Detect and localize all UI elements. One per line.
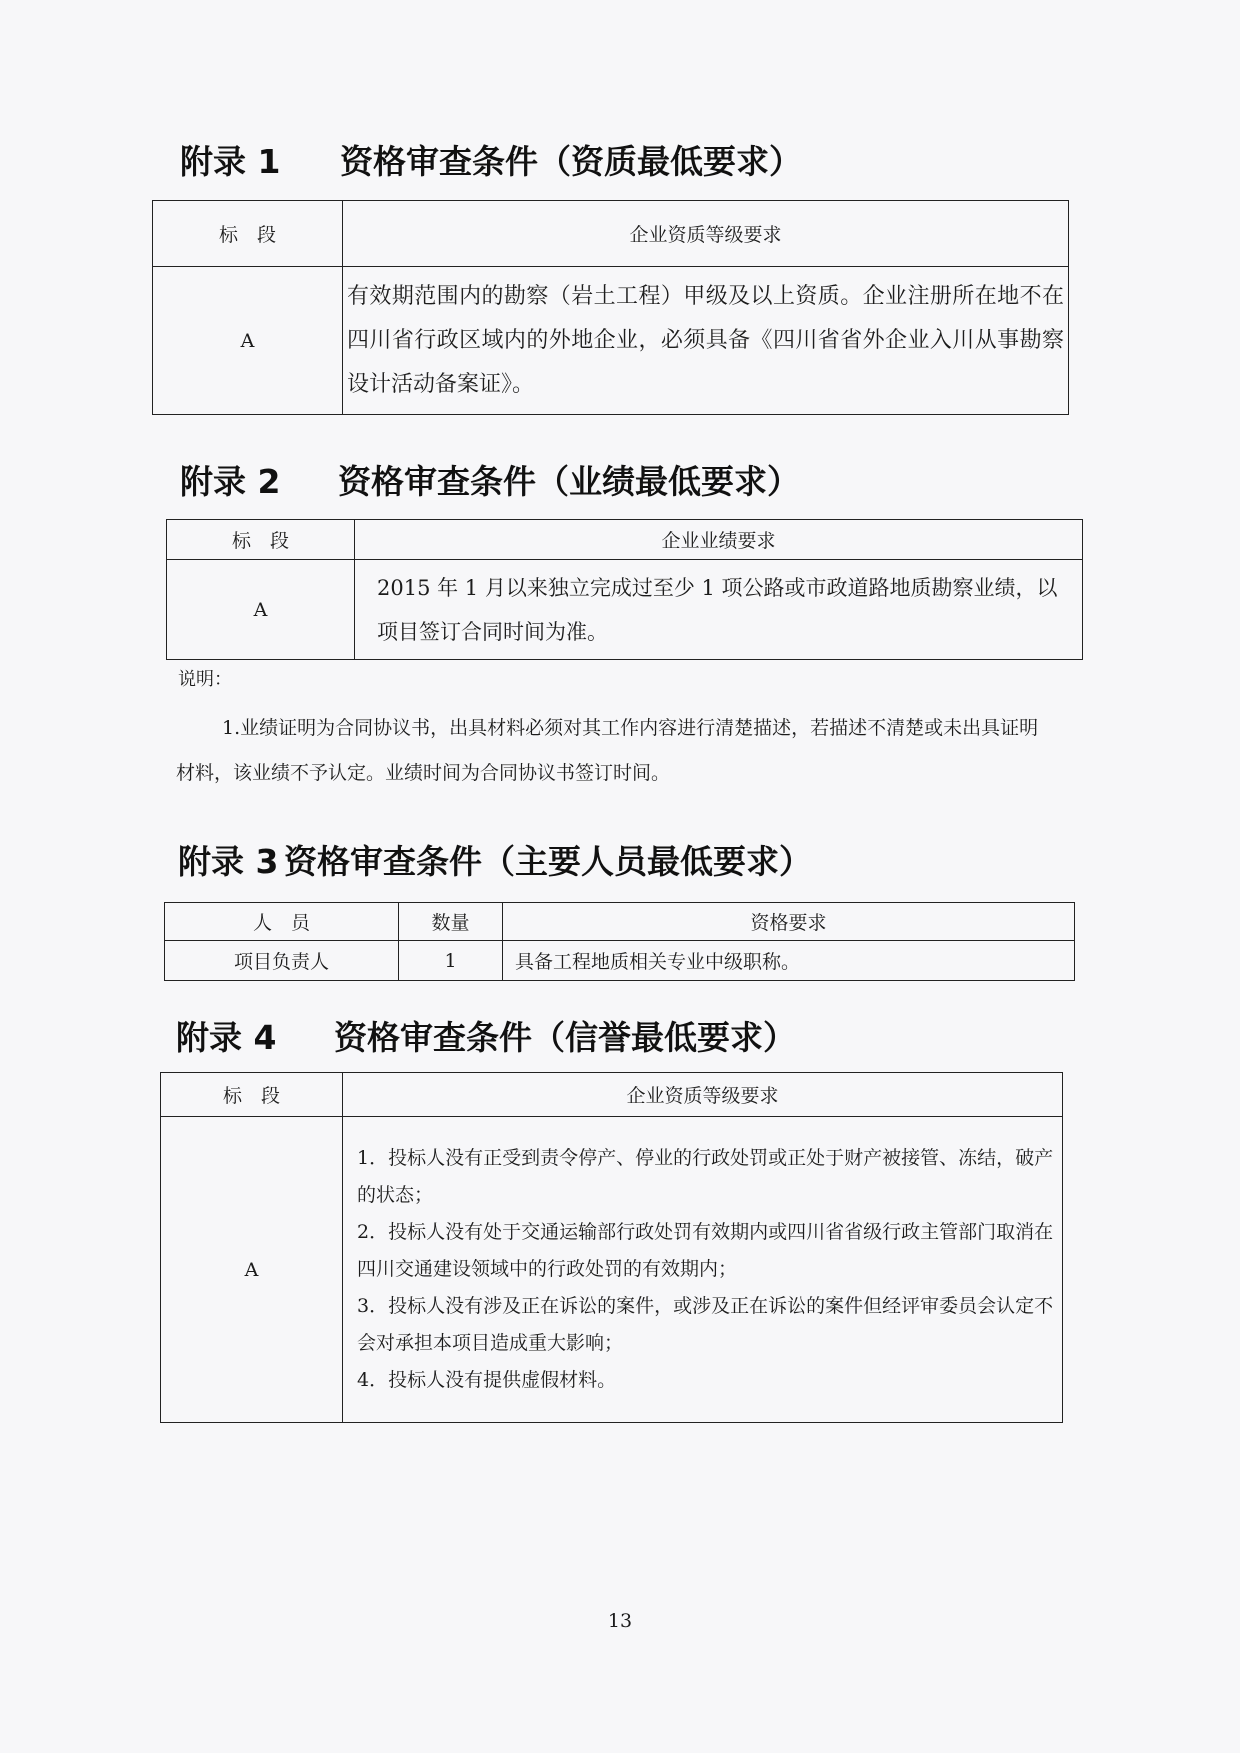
header-section: 标 段 xyxy=(167,520,355,560)
note-body: 1.业绩证明为合同协议书，出具材料必须对其工作内容进行清楚描述，若描述不清楚或未出具证明材料，该业绩不予认定。业绩时间为合同协议书签订时间。 xyxy=(176,717,1039,784)
header-requirement: 资格要求 xyxy=(503,903,1075,941)
cell-count: 1 xyxy=(399,941,503,981)
appendix-2-heading xyxy=(180,456,800,503)
appendix-2-table xyxy=(166,519,1083,660)
header-person: 人 员 xyxy=(165,903,399,941)
cell-requirement: 有效期范围内的勘察（岩土工程）甲级及以上资质。企业注册所在地不在四川省行政区域内的外地企业，必须具备《四川省省外企业入川从事勘察设计活动备案证》。 xyxy=(343,267,1069,415)
list-item: 1．投标人没有正受到责令停产、停业的行政处罚或正处于财产被接管、冻结，破产的状态； xyxy=(357,1147,1054,1206)
header-count: 数量 xyxy=(399,903,503,941)
appendix-3-table xyxy=(164,902,1075,981)
table-header-row xyxy=(153,201,1069,267)
table-header-row xyxy=(161,1073,1063,1117)
header-section: 标 段 xyxy=(153,201,343,267)
table-header-row xyxy=(165,903,1075,941)
appendix-3-heading xyxy=(178,836,812,883)
cell-section: A xyxy=(161,1117,343,1423)
appendix-1-table xyxy=(152,200,1069,415)
appendix-1-heading xyxy=(180,136,802,183)
header-requirement: 企业资质等级要求 xyxy=(343,201,1069,267)
appendix-2-title: 资格审查条件（业绩最低要求） xyxy=(338,462,800,501)
appendix-1-label: 附录 1 xyxy=(180,142,281,181)
cell-requirement: 2015 年 1 月以来独立完成过至少 1 项公路或市政道路地质勘察业绩，以项目签订合同时间为准。 xyxy=(355,560,1083,660)
cell-section: A xyxy=(167,560,355,660)
list-item: 2．投标人没有处于交通运输部行政处罚有效期内或四川省省级行政主管部门取消在四川交通建设领域中的行政处罚的有效期内； xyxy=(357,1221,1054,1280)
appendix-1-title: 资格审查条件（资质最低要求） xyxy=(340,142,802,181)
cell-requirement: 具备工程地质相关专业中级职称。 xyxy=(503,941,1075,981)
header-section: 标 段 xyxy=(161,1073,343,1117)
appendix-4-title: 资格审查条件（信誉最低要求） xyxy=(334,1018,796,1057)
cell-requirement-list xyxy=(343,1117,1063,1423)
header-requirement: 企业资质等级要求 xyxy=(343,1073,1063,1117)
appendix-2-label: 附录 2 xyxy=(180,462,281,501)
table-header-row xyxy=(167,520,1083,560)
appendix-4-heading xyxy=(176,1012,796,1059)
note-title: 说明： xyxy=(178,669,232,690)
table-row xyxy=(167,560,1083,660)
table-row xyxy=(165,941,1075,981)
list-item: 3．投标人没有涉及正在诉讼的案件，或涉及正在诉讼的案件但经评审委员会认定不会对承担本项目造成重大影响； xyxy=(357,1295,1054,1354)
appendix-4-label: 附录 4 xyxy=(176,1018,277,1057)
appendix-3-title: 资格审查条件（主要人员最低要求） xyxy=(284,842,812,881)
header-requirement: 企业业绩要求 xyxy=(355,520,1083,560)
list-item: 4．投标人没有提供虚假材料。 xyxy=(357,1369,617,1391)
appendix-3-label: 附录 3 xyxy=(178,842,279,881)
table-row xyxy=(153,267,1069,415)
cell-person: 项目负责人 xyxy=(165,941,399,981)
appendix-4-table xyxy=(160,1072,1063,1423)
page-number: 13 xyxy=(607,1610,633,1632)
cell-section: A xyxy=(153,267,343,415)
table-row xyxy=(161,1117,1063,1423)
